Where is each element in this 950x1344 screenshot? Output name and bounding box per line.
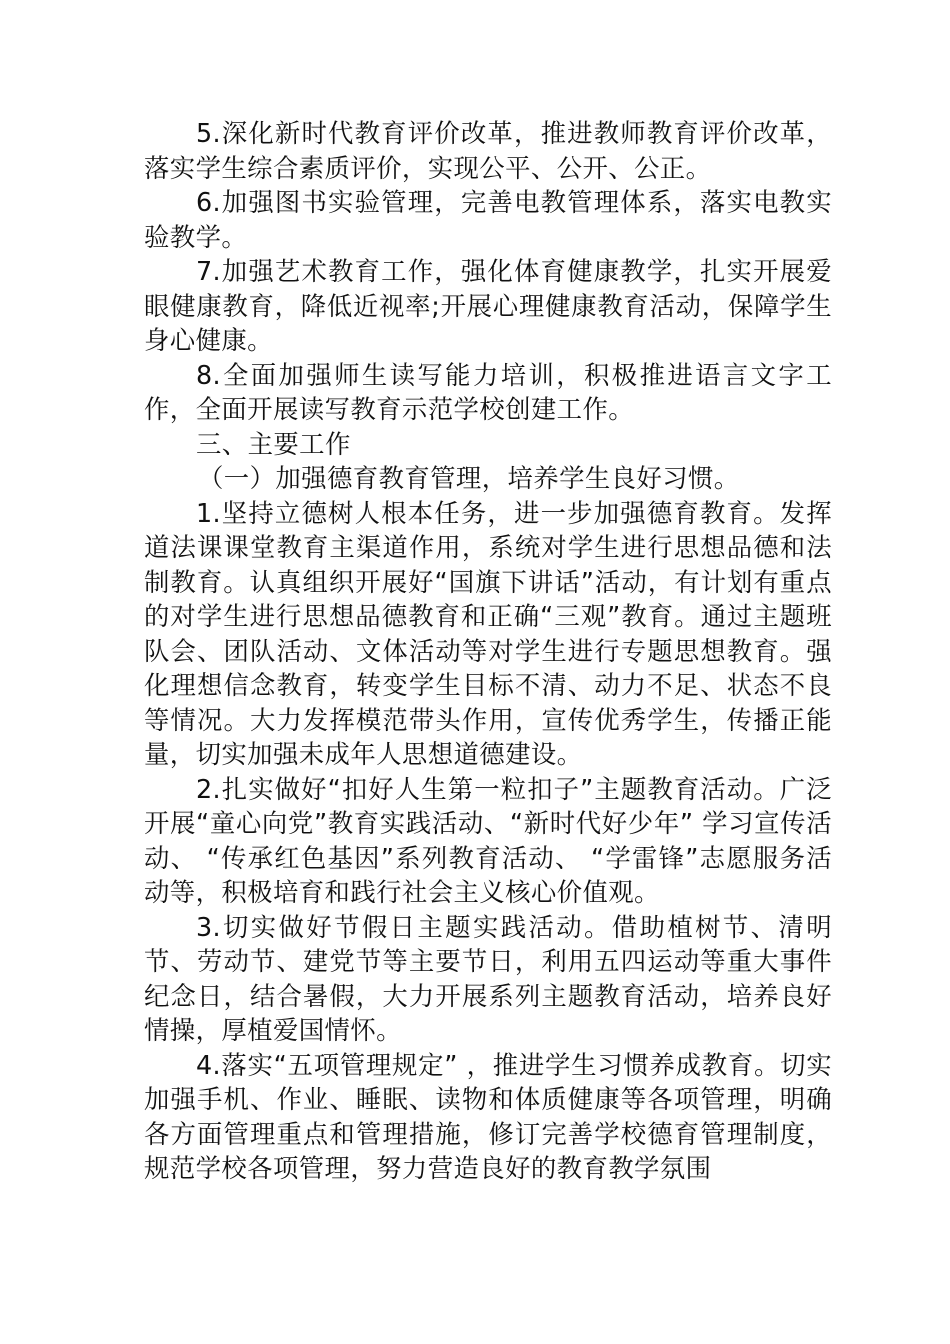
subsection-heading-moral-education: （一）加强德育教育管理，培养学生良好习惯。 <box>198 463 740 493</box>
paragraph-work-1: 1.坚持立德树人根本任务，进一步加强德育教育。发挥道法课课堂教育主渠道作用，系统对学生进行思想品德和法制教育。认真组织开展好“国旗下讲话”活动，有计划有重点的对学生进行思想品德教育和正确“三观”教育。通过主题班队会、团队活动、文体活动等对学生进行专题思想教育。强化理想信念教育，转变学生目标不清、动力不足、状态不良等情况。大力发挥模范带头作用，宣传优秀学生，传播正能量，切实加强未成年人思想道德建设。 <box>144 497 832 769</box>
paragraph-work-2: 2.扎实做好“扣好人生第一粒扣子”主题教育活动。广泛开展“童心向党”教育实践活动、“新时代好少年” 学习宣传活动、 “传承红色基因”系列教育活动、 “学雷锋”志愿服务活动等，积极培育和践行社会主义核心价值观。 <box>144 773 832 907</box>
section-heading-main-work: 三、主要工作 <box>196 428 351 459</box>
paragraph-item-6: 6.加强图书实验管理，完善电教管理体系，落实电教实验教学。 <box>144 187 832 252</box>
paragraph-item-5: 5.深化新时代教育评价改革，推进教师教育评价改革，落实学生综合素质评价，实现公平、公开、公正。 <box>144 118 832 183</box>
paragraph-item-8: 8.全面加强师生读写能力培训，积极推进语言文字工作，全面开展读写教育示范学校创建工作。 <box>144 359 832 424</box>
paragraph-work-3: 3.切实做好节假日主题实践活动。借助植树节、清明节、劳动节、建党节等主要节日，利用五四运动等重大事件纪念日，结合暑假，大力开展系列主题教育活动，培养良好情操，厚植爱国情怀。 <box>144 911 832 1045</box>
paragraph-item-7: 7.加强艺术教育工作，强化体育健康教学，扎实开展爱眼健康教育，降低近视率;开展心理健康教育活动，保障学生身心健康。 <box>144 256 832 355</box>
document-body <box>144 116 832 1186</box>
paragraph-work-4: 4.落实“五项管理规定” ，推进学生习惯养成教育。切实加强手机、作业、睡眠、读物和体质健康等各项管理，明确各方面管理重点和管理措施，修订完善学校德育管理制度，规范学校各项管理，努力营造良好的教育教学氛围 <box>144 1049 832 1183</box>
